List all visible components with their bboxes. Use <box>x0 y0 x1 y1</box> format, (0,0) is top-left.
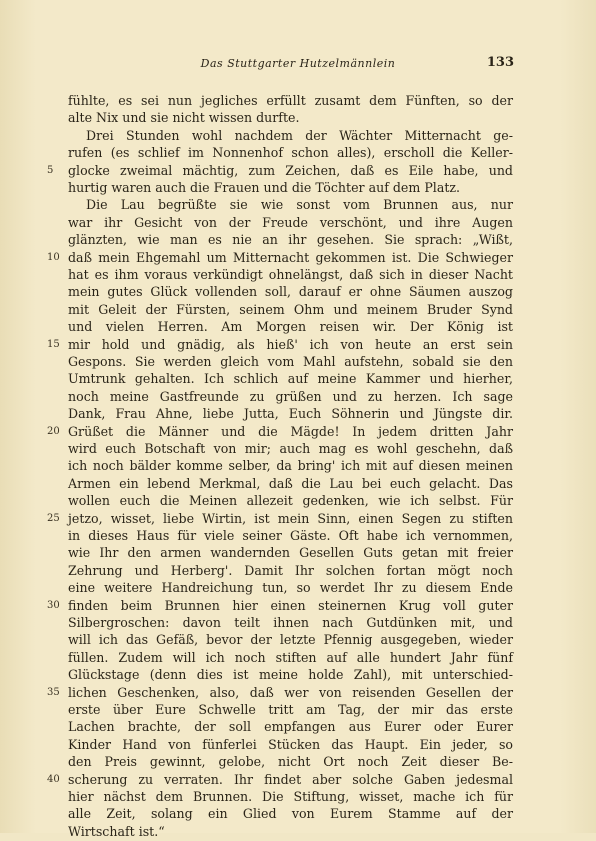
text-line: noch meine Gastfreunde zu grüßen und zu herzen. Ich sage <box>68 388 513 404</box>
text-line: wird euch Botschaft von mir; auch mag es wohl geschehn, daß <box>68 441 513 456</box>
text-line: Wirtschaft ist.“ <box>68 823 165 839</box>
line-number: 15 <box>47 338 60 350</box>
text-line: füllen. Zudem will ich noch stiften auf alle hundert Jahr fünf <box>68 649 513 665</box>
text-line: mein gutes Glück vollenden soll, darauf er ohne Säumen auszog <box>68 284 513 300</box>
line-number: 30 <box>47 599 60 611</box>
text-line: in dieses Haus für viele seiner Gäste. Oft habe ich vernommen, <box>68 528 513 543</box>
line-number: 10 <box>47 251 60 263</box>
text-line: Zehrung und Herberg'. Damit Ihr solchen fortan mögt noch <box>68 562 513 578</box>
text-line: wollen euch die Meinen allezeit gedenken, wie ich selbst. Für <box>68 493 513 509</box>
line-number: 25 <box>47 512 60 524</box>
text-line: Dank, Frau Ahne, liebe Jutta, Euch Söhnerin und Jüngste dir. <box>68 406 513 422</box>
text-line: den Preis gewinnt, gelobe, nicht Ort noch Zeit dieser Be- <box>68 754 513 770</box>
text-line: lichen Geschenken, also, daß wer von reisenden Gesellen der <box>68 684 513 700</box>
text-line: fühlte, es sei nun jegliches erfüllt zusamt dem Fünften, so der <box>68 93 513 108</box>
text-line: Silbergroschen: davon teilt ihnen nach Gutdünken mit, und <box>68 615 513 630</box>
text-line: finden beim Brunnen hier einen steinernen Krug voll guter <box>68 597 513 613</box>
text-line: Grüßet die Männer und die Mägde! In jedem dritten Jahr <box>68 423 513 439</box>
text-line: scherung zu verraten. Ihr findet aber solche Gaben jedesmal <box>68 771 513 787</box>
line-number: 35 <box>47 686 60 698</box>
text-line: hier nächst dem Brunnen. Die Stiftung, wisset, mache ich für <box>68 789 513 804</box>
text-line: Drei Stunden wohl nachdem der Wächter Mitternacht ge- <box>86 127 513 143</box>
line-number: 20 <box>47 425 60 437</box>
text-line: glänzten, wie man es nie an ihr gesehen. Sie sprach: „Wißt, <box>68 232 513 248</box>
text-line: Die Lau begrüßte sie wie sonst vom Brunnen aus, nur <box>86 197 513 213</box>
text-line: Armen ein lebend Merkmal, daß die Lau bei euch gelacht. Das <box>68 475 513 491</box>
text-line: eine weitere Handreichung tun, so werdet Ihr zu diesem Ende <box>68 580 513 596</box>
text-line: mir hold und gnädig, als hieß' ich von heute an erst sein <box>68 336 513 352</box>
text-line: erste über Eure Schwelle tritt am Tag, der mir das erste <box>68 702 513 717</box>
text-line: hat es ihm voraus verkündigt ohnelängst, daß sich in dieser Nacht <box>68 267 513 282</box>
text-line: Gespons. Sie werden gleich vom Mahl aufstehn, sobald sie den <box>68 354 513 369</box>
text-line: Glückstage (denn dies ist meine holde Zahl), mit unterschied- <box>68 667 513 683</box>
text-line: alle Zeit, solang ein Glied von Eurem Stamme auf der <box>68 806 513 822</box>
text-line: alte Nix und sie nicht wissen durfte. <box>68 110 300 126</box>
page-number: 133 <box>486 55 514 70</box>
text-line: Umtrunk gehalten. Ich schlich auf meine Kammer und hierher, <box>68 371 513 387</box>
text-line: glocke zweimal mächtig, zum Zeichen, daß es Eile habe, und <box>68 162 513 178</box>
text-line: und vielen Herren. Am Morgen reisen wir. Der König ist <box>68 319 513 335</box>
text-line: mit Geleit der Fürsten, seinem Ohm und meinem Bruder Synd <box>68 301 513 317</box>
text-line: wie Ihr den armen wandernden Gesellen Guts getan mit freier <box>68 545 513 561</box>
text-line: jetzo, wisset, liebe Wirtin, ist mein Sinn, einen Segen zu stiften <box>68 510 513 526</box>
text-line: rufen (es schlief im Nonnenhof schon alles), erscholl die Keller- <box>68 145 513 161</box>
text-line: daß mein Ehgemahl um Mitternacht gekommen ist. Die Schwieger <box>68 249 513 265</box>
line-number: 5 <box>47 164 54 176</box>
text-line: hurtig waren auch die Frauen und die Töchter auf dem Platz. <box>68 180 461 195</box>
text-line: Kinder Hand von fünferlei Stücken das Haupt. Ein jeder, so <box>68 736 513 752</box>
text-line: war ihr Gesicht von der Freude verschönt, und ihre Augen <box>68 214 513 230</box>
text-line: will ich das Gefäß, bevor der letzte Pfennig ausgegeben, wieder <box>68 632 513 648</box>
running-title: Das Stuttgarter Hutzelmännlein <box>200 57 396 70</box>
line-number: 40 <box>47 773 60 785</box>
text-line: Lachen brachte, der soll empfangen aus Eurer oder Eurer <box>68 719 513 735</box>
text-line: ich noch bälder komme selber, da bring' ich mit auf diesen meinen <box>68 458 513 474</box>
page-header <box>0 55 596 75</box>
